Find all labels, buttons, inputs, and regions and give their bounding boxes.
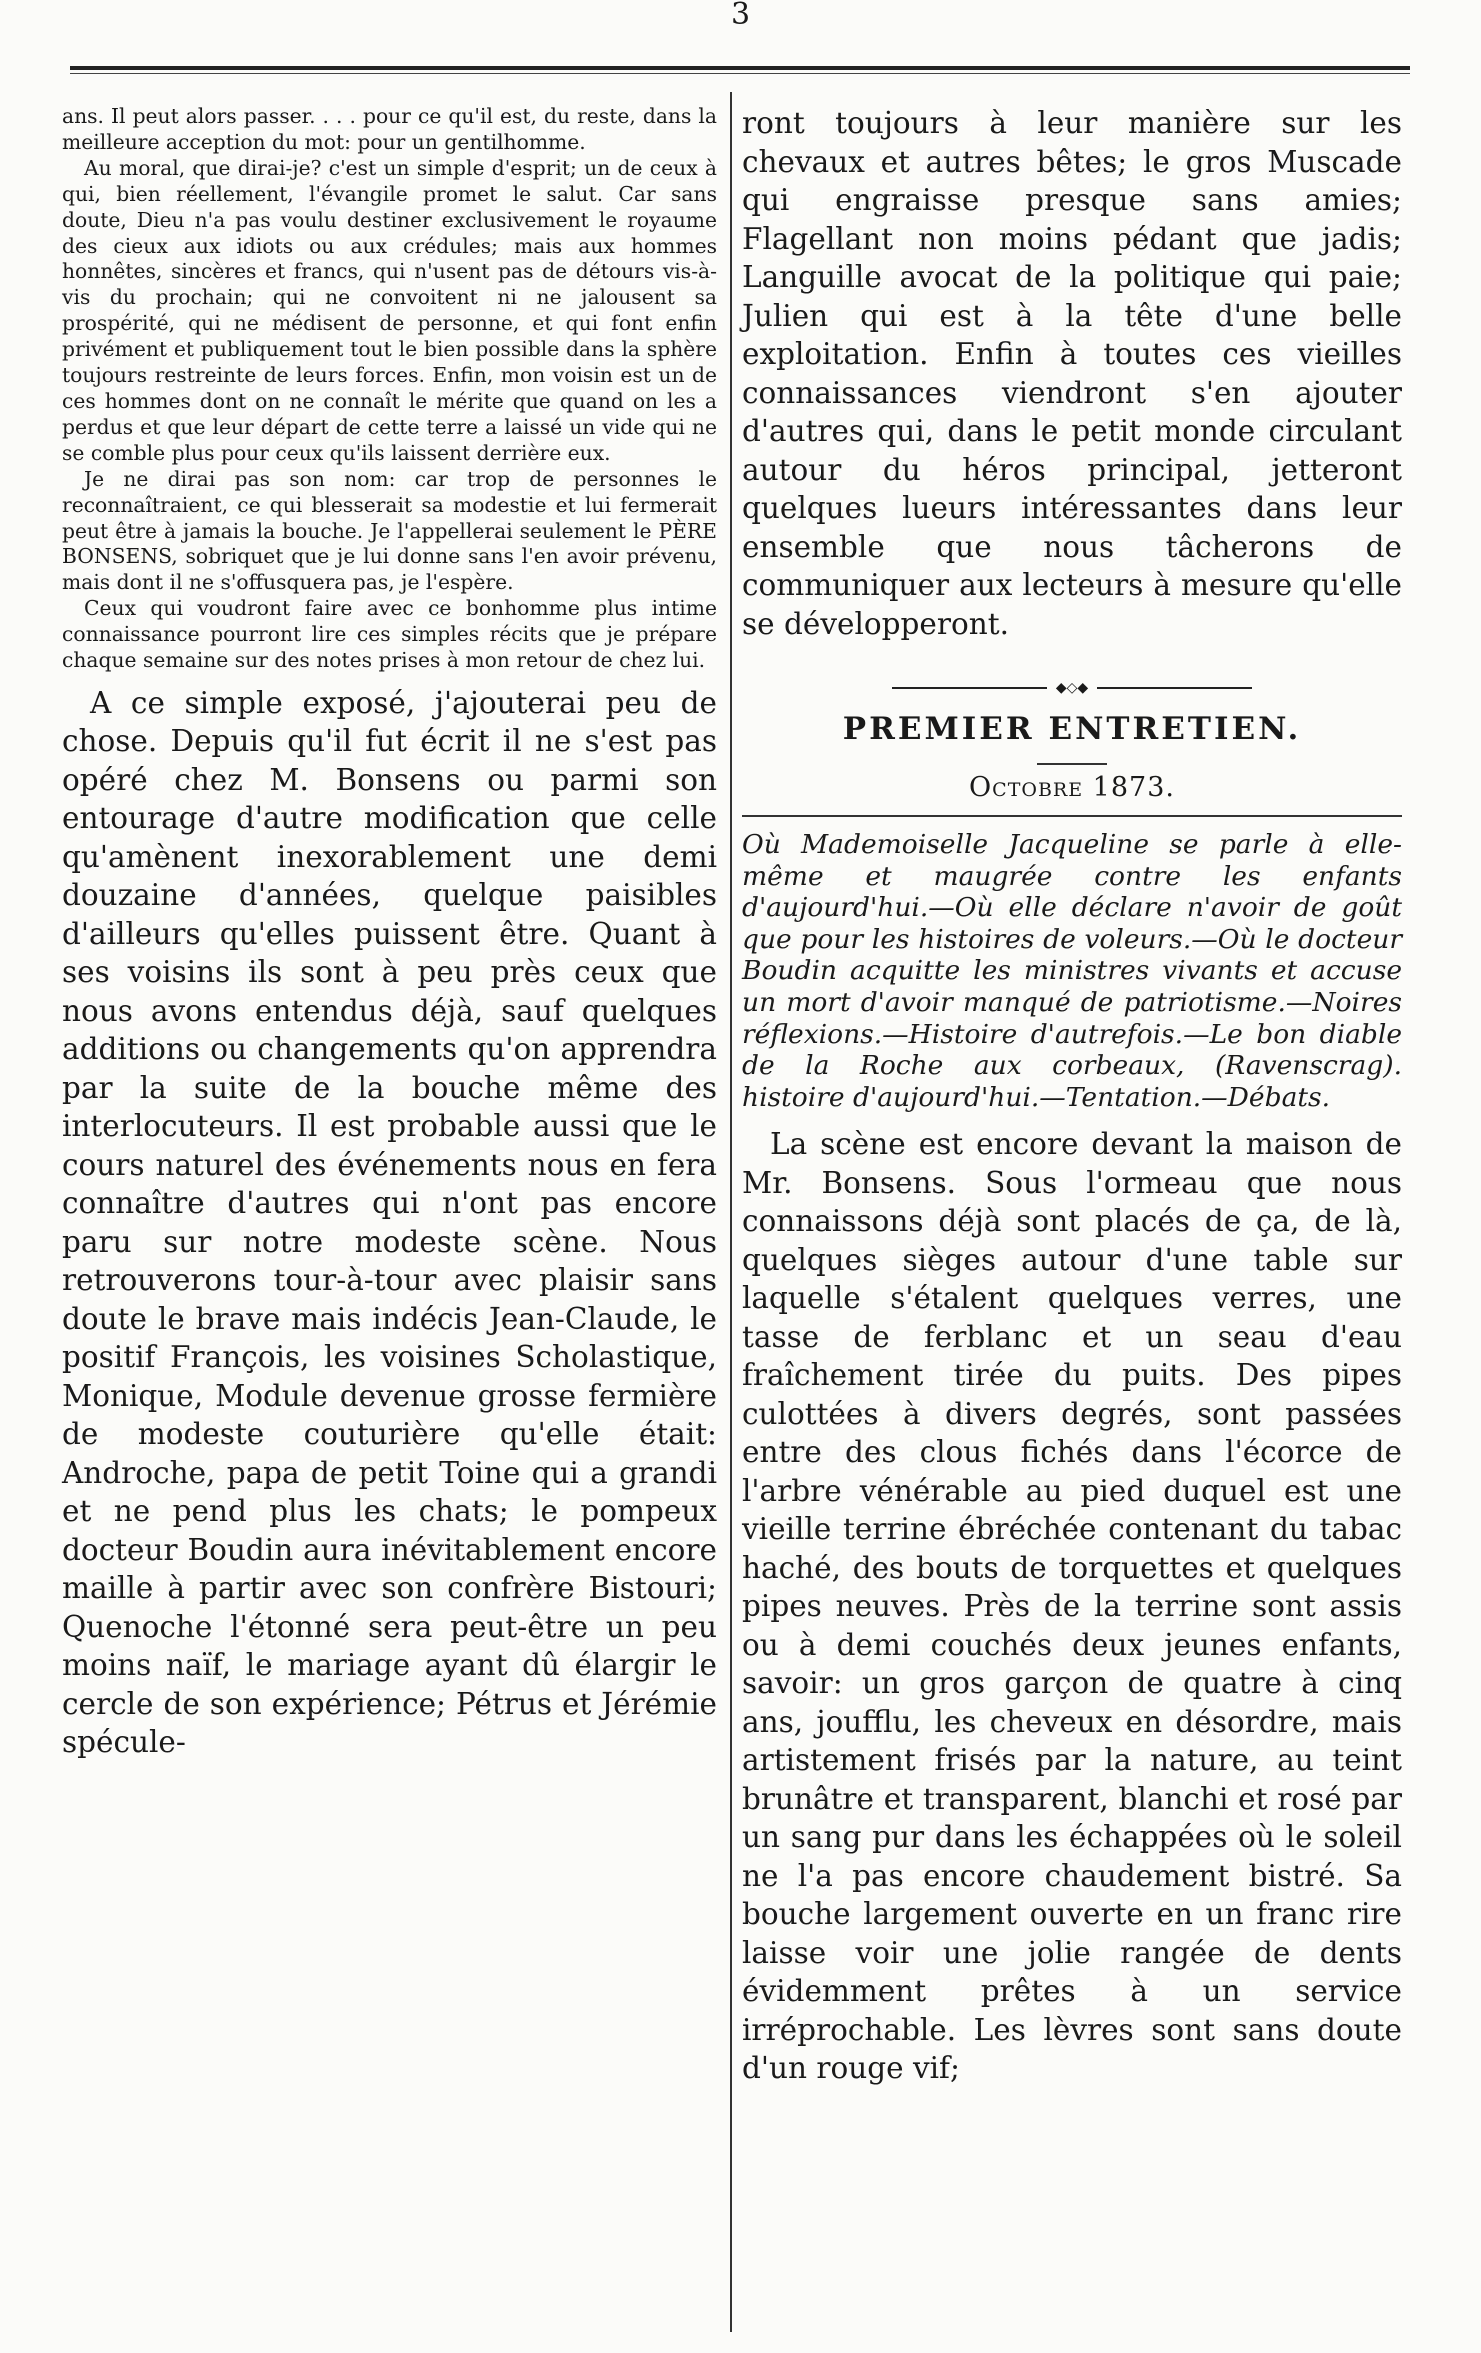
section-title: PREMIER ENTRETIEN. [842,711,1302,747]
left-small-paragraph-3: Je ne dirai pas son nom: car trop de personnes le reconnaîtraient, ce qui blesserait sa modestie et lui fermerait peut être à jamais la bouche. Je l'appellerai seulement le PÈRE BONSENS, sobriquet que je lui donne sans l'en avoir prévenu, mais dont il ne s'offusquera pas, je l'espère. [62,466,717,595]
page-number: 3 [730,0,751,32]
section-ornament [892,681,1252,695]
left-small-paragraph-4: Ceux qui voudront faire avec ce bonhomme plus intime connaissance pourront lire ces simples récits que je prépare chaque semaine sur des notes prises à mon retour de chez lui. [62,596,717,673]
column-divider [730,92,732,2332]
section-date: Octobre 1873. [969,772,1175,803]
header-rule [70,66,1410,74]
left-large-paragraph-1: A ce simple exposé, j'ajouterai peu de chose. Depuis qu'il fut écrit il ne s'est pas opéré chez M. Bonsens ou parmi son entourage d'autre modification que celle qu'amènent inexorablement une demi douzaine d'années, quelque paisibles d'ailleurs qu'elles puissent être. Quant à ses voisins ils sont à peu près ceux que nous avons entendus déjà, sauf quelques additions ou changements qu'on apprendra par la suite de la bouche même des interlocuteurs. Il est probable aussi que le cours naturel des événements nous en fera connaître d'autres qui n'ont pas encore paru sur notre modeste scène. Nous retrouverons tour-à-tour avec plaisir sans doute le brave mais indécis Jean-Claude, le positif François, les voisines Scholastique, Monique, Module devenue grosse fermière de modeste couturière qu'elle était: Androche, papa de petit Toine qui a grandi et ne pend plus les chats; le pompeux docteur Boudin aura inévitablement encore maille à partir avec son confrère Bistouri; Quenoche l'étonné sera peut-être un peu moins naïf, le mariage ayant dû élargir le cercle de son expérience; Pétrus et Jérémie spécule- [62,685,717,1760]
title-rule [1037,763,1107,765]
right-body-paragraph: La scène est encore devant la maison de Mr. Bonsens. Sous l'ormeau que nous connaissons déjà sont placés de ça, de là, quelques sièges autour d'une table sur laquelle s'étalent quelques verres, une tasse de ferblanc et un seau d'eau fraîchement tirée du puits. Des pipes culottées à divers degrés, sont passées entre des clous fichés dans l'écorce de l'arbre vénérable au pied duquel est une vieille terrine ébréchée contenant du tabac haché, des bouts de torquettes et quelques pipes neuves. Près de la terrine sont assis ou à demi couchés deux jeunes enfants, savoir: un gros garçon de quatre à cinq ans, joufflu, les cheveux en désordre, mais artistement frisés par la nature, au teint brunâtre et transparent, blanchi et rosé par un sang pur dans les échappées où le soleil ne l'a pas encore chaudement bistré. Sa bouche largement ouverte en un franc rire laisse voir une jolie rangée de dents évidemment prêtes à un service irréprochable. Les lèvres sont sans doute d'un rouge vif; [742,1127,1402,2086]
chapter-summary: Où Mademoiselle Jacqueline se parle à elle-même et maugrée contre les enfants d'aujourd'hui.—Où elle déclare n'avoir de goût que pour les histoires de voleurs.—Où le docteur Boudin acquitte les ministres vivants et accuse un mort d'avoir manqué de patriotisme.—Noires réflexions.—Histoire d'autrefois.—Le bon diable de la Roche aux corbeaux, (Ravenscrag). histoire d'aujourd'hui.—Tentation.—Débats. [742,829,1402,1113]
right-column [742,104,1402,2088]
date-rule [742,815,1402,817]
left-column [62,104,717,1762]
left-small-paragraph-1: ans. Il peut alors passer. . . . pour ce qu'il est, du reste, dans la meilleure acception du mot: pour un gentilhomme. [62,104,717,154]
left-small-paragraph-2: Au moral, que dirai-je? c'est un simple d'esprit; un de ceux à qui, bien réellement, l'évangile promet le salut. Car sans doute, Dieu n'a pas voulu destiner exclusivement le royaume des cieux aux idiots ou aux crédules; mais aux hommes honnêtes, sincères et francs, qui n'usent pas de détours vis-à-vis du prochain; qui ne convoitent ni ne jalousent sa prospérité, qui ne médisent de personne, et qui font enfin privément et publiquement tout le bien possible dans la sphère toujours restreinte de leurs forces. Enfin, mon voisin est un de ces hommes dont on ne connaît le mérite que quand on les a perdus et que leur départ de cette terre a laissé un vide qui ne se comble plus pour ceux qu'ils laissent derrière eux. [62,155,717,465]
ornament-icon: ◆◇◆ [1047,681,1097,695]
right-continuation-paragraph: ront toujours à leur manière sur les chevaux et autres bêtes; le gros Muscade qui engraisse presque sans amies; Flagellant non moins pédant que jadis; Languille avocat de la politique qui paie; Julien qui est à la tête d'une belle exploitation. Enfin à toutes ces vieilles connaissances viendront s'en ajouter d'autres qui, dans le petit monde circulant autour du héros principal, jetteront quelques lueurs intéressantes dans leur ensemble que nous tâcherons de communiquer aux lecteurs à mesure qu'elle se développeront. [742,106,1402,641]
